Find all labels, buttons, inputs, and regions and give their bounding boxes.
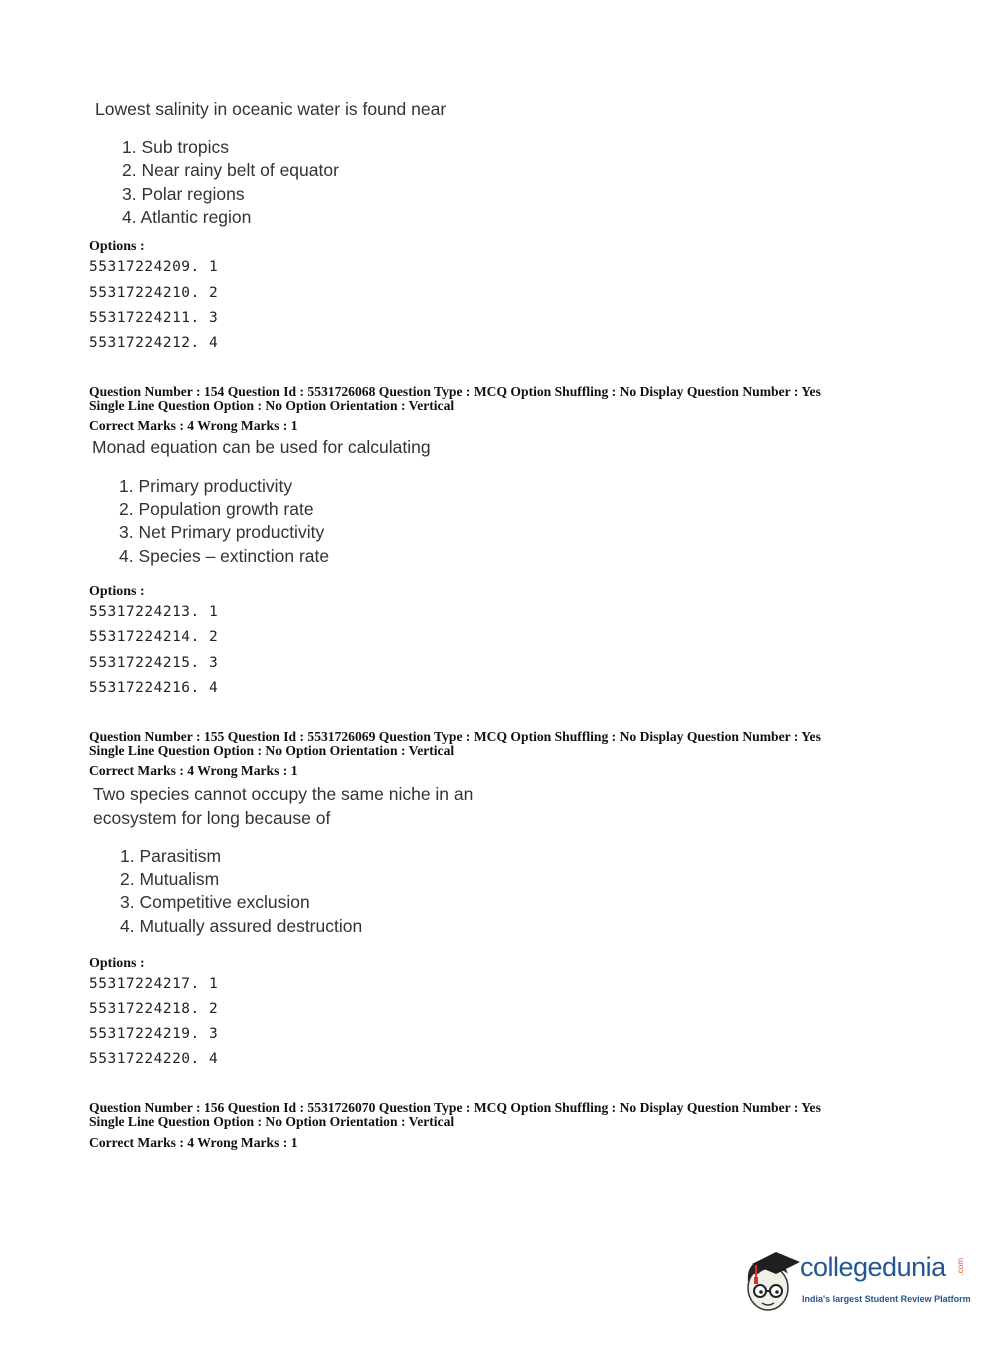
q153-choice-3: 3. Polar regions <box>122 184 245 204</box>
q154-meta-line-2: Single Line Question Option : No Option Orientation : Vertical <box>89 398 455 413</box>
q154-meta-line-1: Question Number : 154 Question Id : 5531726068 Question Type : MCQ Option Shuffling : No Display Question Number : Yes <box>89 384 821 399</box>
question-155-stem-line-2: ecosystem for long because of <box>93 808 331 828</box>
q156-marks: Correct Marks : 4 Wrong Marks : 1 <box>89 1135 298 1150</box>
q153-options-label: Options : <box>89 239 145 254</box>
q156-meta-line-1: Question Number : 156 Question Id : 5531726070 Question Type : MCQ Option Shuffling : No Display Question Number : Yes <box>89 1100 821 1115</box>
q155-option-id-2: 55317224218. 2 <box>89 1001 219 1017</box>
q155-meta-line-2: Single Line Question Option : No Option Orientation : Vertical <box>89 743 455 758</box>
q154-option-id-4: 55317224216. 4 <box>89 680 219 696</box>
q155-options-label: Options : <box>89 956 145 971</box>
q153-choice-2: 2. Near rainy belt of equator <box>122 160 339 180</box>
q154-option-id-1: 55317224213. 1 <box>89 604 219 620</box>
question-153-stem: Lowest salinity in oceanic water is found near <box>95 99 447 119</box>
q155-choice-3: 3. Competitive exclusion <box>120 892 310 912</box>
question-155-stem-line-1: Two species cannot occupy the same niche in an <box>93 784 474 804</box>
q154-choice-2: 2. Population growth rate <box>119 499 314 519</box>
q155-choice-2: 2. Mutualism <box>120 869 220 889</box>
q154-marks: Correct Marks : 4 Wrong Marks : 1 <box>89 418 298 433</box>
q155-choice-1: 1. Parasitism <box>120 846 222 866</box>
logo-tagline: India's largest Student Review Platform <box>802 1294 971 1304</box>
q154-options-label: Options : <box>89 584 145 599</box>
q153-option-id-1: 55317224209. 1 <box>89 259 219 275</box>
q155-marks: Correct Marks : 4 Wrong Marks : 1 <box>89 763 298 778</box>
q154-choice-4: 4. Species – extinction rate <box>119 546 330 566</box>
q154-option-id-3: 55317224215. 3 <box>89 655 219 671</box>
q156-meta-line-2: Single Line Question Option : No Option Orientation : Vertical <box>89 1114 455 1129</box>
q155-choice-4: 4. Mutually assured destruction <box>120 916 363 936</box>
question-154-stem: Monad equation can be used for calculating <box>92 437 431 457</box>
q154-option-id-2: 55317224214. 2 <box>89 629 219 645</box>
q153-option-id-2: 55317224210. 2 <box>89 285 219 301</box>
q155-option-id-3: 55317224219. 3 <box>89 1026 219 1042</box>
q154-choice-1: 1. Primary productivity <box>119 476 293 496</box>
q155-meta-line-1: Question Number : 155 Question Id : 5531726069 Question Type : MCQ Option Shuffling : No Display Question Number : Yes <box>89 729 821 744</box>
q155-option-id-1: 55317224217. 1 <box>89 976 219 992</box>
logo-suffix: .com <box>956 1258 965 1276</box>
logo-wordmark: collegedunia <box>800 1252 946 1282</box>
q155-option-id-4: 55317224220. 4 <box>89 1051 219 1067</box>
q153-option-id-4: 55317224212. 4 <box>89 335 219 351</box>
q154-choice-3: 3. Net Primary productivity <box>119 522 325 542</box>
q153-choice-4: 4. Atlantic region <box>122 207 252 227</box>
q153-choice-1: 1. Sub tropics <box>122 137 229 157</box>
q153-option-id-3: 55317224211. 3 <box>89 310 219 326</box>
collegedunia-logo <box>742 1248 972 1318</box>
mascot-icon <box>742 1248 802 1314</box>
